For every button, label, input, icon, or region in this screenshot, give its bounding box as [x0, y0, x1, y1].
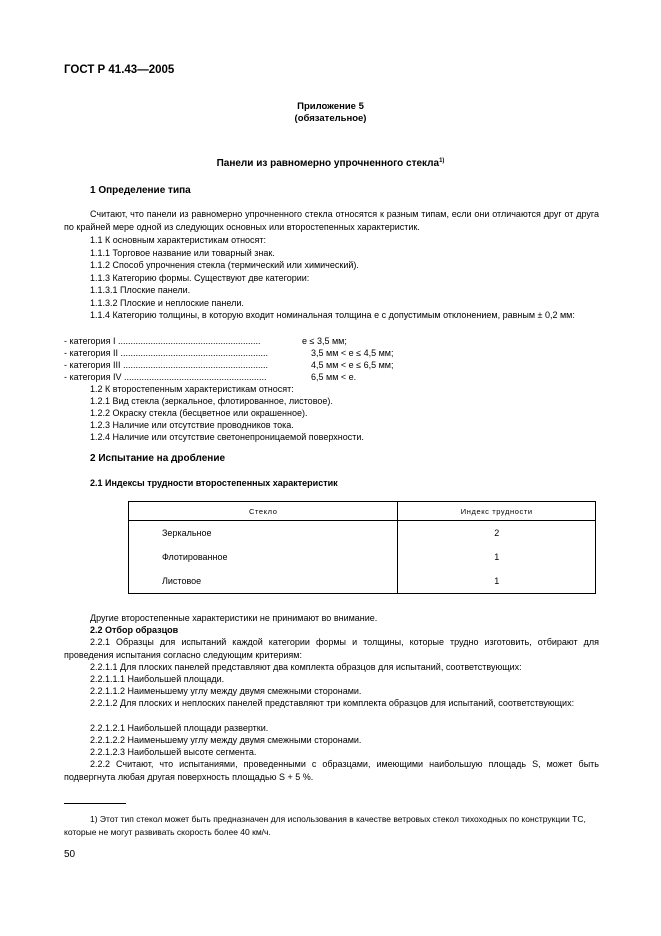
paragraph-2-2-1-2: 2.2.1.2 Для плоских и неплоских панелей представляют три комплекта образцов для испытаний, соответствующих:: [90, 698, 575, 708]
table-cell-index: 1: [494, 576, 500, 586]
document-header: ГОСТ Р 41.43—2005: [64, 64, 175, 76]
sampling-line: 2.2.1.1.1 Наибольшей площади.: [90, 674, 225, 684]
category-2-value: 3,5 мм < e ≤ 4,5 мм;: [311, 348, 394, 358]
sampling-line: 2.2.1.1 Для плоских панелей представляют два комплекта образцов для испытаний, соответствующих:: [90, 662, 522, 672]
table-cell-index: 1: [494, 552, 500, 562]
appendix-subtitle: (обязательное): [294, 113, 367, 124]
section2-heading: 2 Испытание на дробление: [90, 453, 226, 464]
after-table-text: Другие второстепенные характеристики не принимают во внимание.: [90, 613, 378, 623]
category-1-value: e ≤ 3,5 мм;: [302, 336, 347, 346]
document-title: [0, 158, 661, 169]
table-cell-glass: Зеркальное: [129, 521, 398, 546]
secondary-line: 1.2.3 Наличие или отсутствие проводников тока.: [90, 420, 294, 430]
table-cell-glass: Флотированное: [129, 545, 398, 569]
section1-intro: Считают, что панели из равномерно упрочненного стекла относятся к разным типам, если они отличаются друг от друга по крайней мере одной из следующих основных или второстепенных характеристик.: [64, 209, 599, 232]
table-row: [129, 545, 596, 569]
section1-line: 1.1.3 Категорию формы. Существуют две категории:: [90, 273, 310, 283]
section1-heading: 1 Определение типа: [90, 185, 191, 196]
table-row: [129, 569, 596, 594]
category-4-value: 6,5 мм < e.: [311, 372, 357, 382]
column-header-index: Индекс трудности: [398, 502, 596, 521]
sampling-line: 2.2.1.2.2 Наименьшему углу между двумя смежными сторонами.: [90, 735, 362, 745]
category-3-value: 4,5 мм < e ≤ 6,5 мм;: [311, 360, 394, 370]
category-2-name: - категория II ...........................................................: [64, 348, 268, 358]
section1-line: 1.1.3.1 Плоские панели.: [90, 285, 191, 295]
section1-line: 1.1.3.2 Плоские и неплоские панели.: [90, 298, 244, 308]
category-1-name: - категория I .........................................................: [64, 336, 261, 346]
paragraph-2-2-2: 2.2.2 Считают, что испытаниями, проведенными с образцами, имеющими наибольшую площадь S, может быть подвергнута любая другая поверхность площадью S + 5 %.: [64, 759, 599, 782]
column-header-glass: Стекло: [129, 502, 398, 521]
thickness-paragraph: 1.1.4 Категорию толщины, в которую входит номинальная толщина e с допустимым отклонением, равным ± 0,2 мм:: [90, 310, 575, 320]
footnote-ref: 1): [439, 158, 445, 164]
table-cell-index: 2: [494, 528, 500, 538]
paragraph-2-2-1: 2.2.1 Образцы для испытаний каждой категории формы и толщины, которые трудно изготовить, отбирают для проведения испытания согласно следующим критериям:: [64, 637, 599, 660]
sampling-heading: 2.2 Отбор образцов: [90, 625, 179, 635]
footnote-text: 1) Этот тип стекол может быть предназначен для использования в качестве ветровых стекол тихоходных по конструкции ТС, которые не могут развивать скорость более 40 км/ч.: [64, 814, 586, 837]
sampling-line: 2.2.1.1.2 Наименьшему углу между двумя смежными сторонами.: [90, 686, 362, 696]
secondary-line: 1.2 К второстепенным характеристикам относят:: [90, 384, 294, 394]
category-4-name: - категория IV .........................................................: [64, 372, 267, 382]
section1-line: 1.1.2 Способ упрочнения стекла (термический или химический).: [90, 260, 359, 270]
secondary-line: 1.2.4 Наличие или отсутствие светонепроницаемой поверхности.: [90, 432, 364, 442]
table-header-row: [129, 502, 596, 521]
sampling-line: 2.2.1.2.1 Наибольшей площади развертки.: [90, 723, 269, 733]
section2-subheading: 2.1 Индексы трудности второстепенных характеристик: [90, 478, 338, 488]
section1-line: 1.1 К основным характеристикам относят:: [90, 235, 267, 245]
section1-line: 1.1.1 Торговое название или товарный знак.: [90, 248, 275, 258]
table-row: [129, 521, 596, 546]
document-title-text: Панели из равномерно упрочненного стекла: [216, 158, 440, 169]
page-number: 50: [64, 849, 76, 860]
appendix-title: Приложение 5: [297, 101, 364, 112]
footnote-divider: [64, 803, 126, 804]
difficulty-index-table: [128, 501, 596, 594]
sampling-line: 2.2.1.2.3 Наибольшей высоте сегмента.: [90, 747, 257, 757]
category-3-name: - категория III ..........................................................: [64, 360, 268, 370]
secondary-line: 1.2.1 Вид стекла (зеркальное, флотированное, листовое).: [90, 396, 333, 406]
table-cell-glass: Листовое: [129, 569, 398, 594]
secondary-line: 1.2.2 Окраску стекла (бесцветное или окрашенное).: [90, 408, 308, 418]
